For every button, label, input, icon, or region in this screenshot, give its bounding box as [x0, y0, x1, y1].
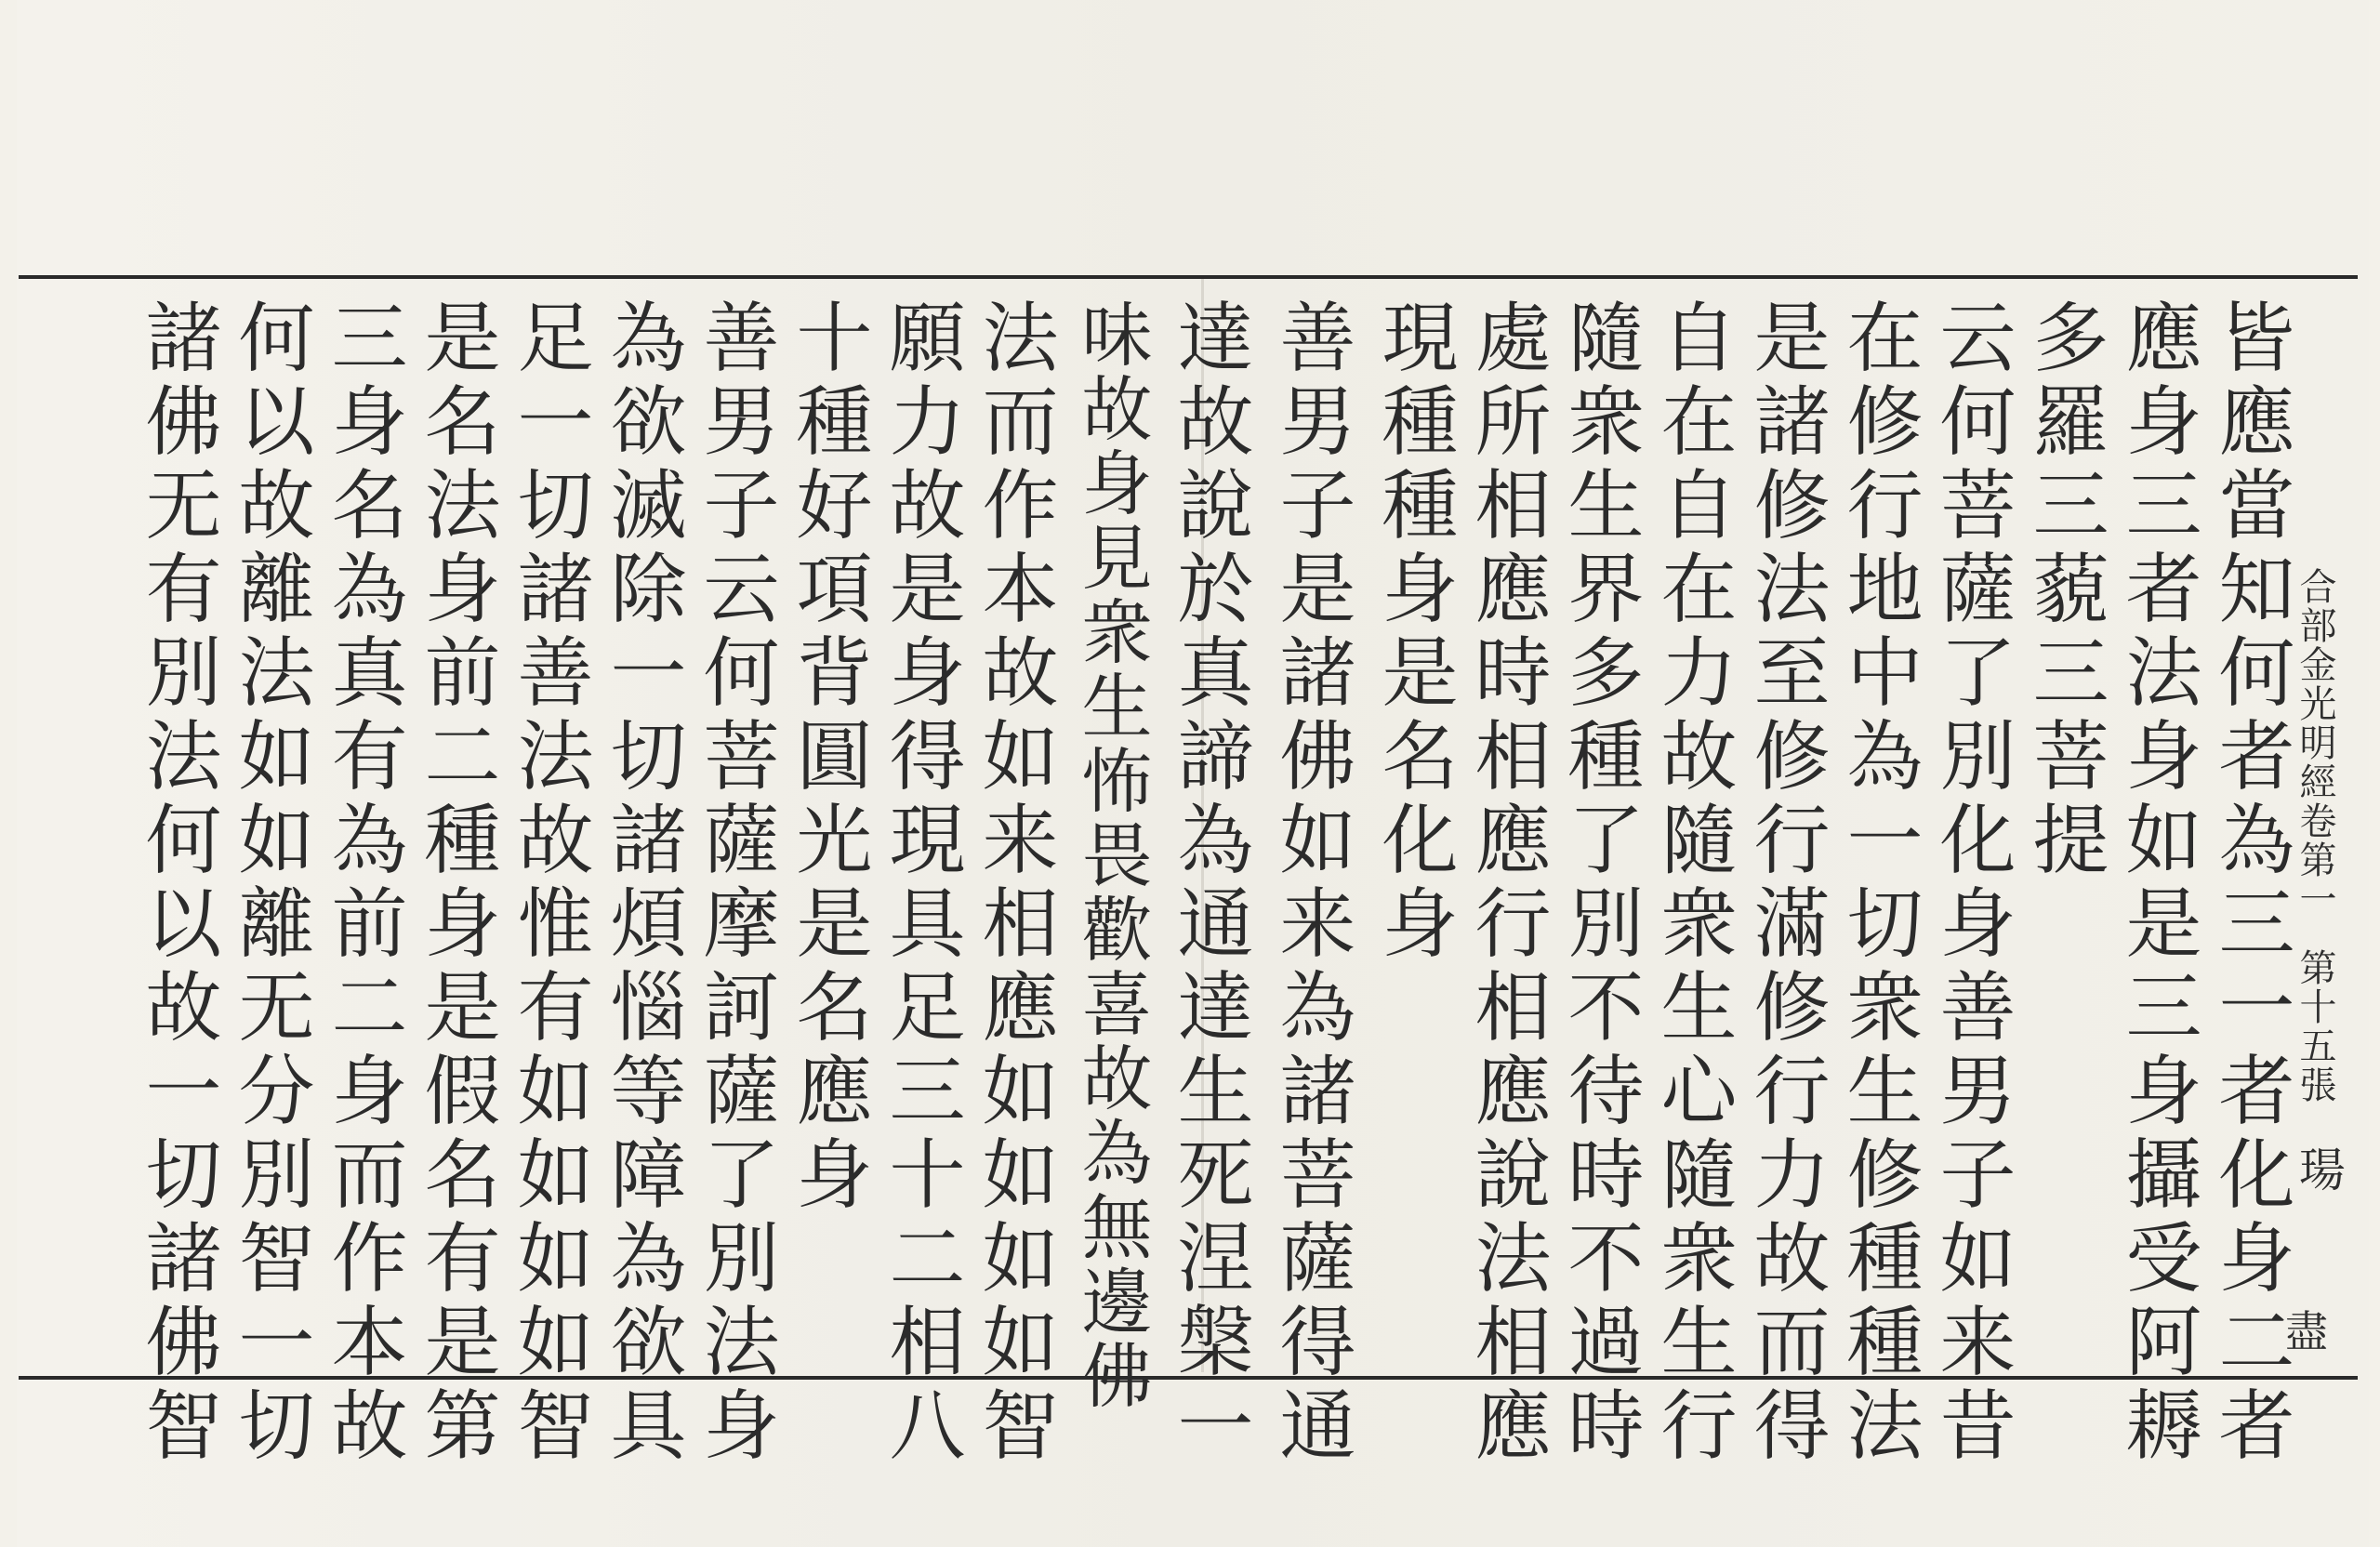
- margin-carver-name: 瑒: [2292, 1145, 2346, 1192]
- text-column: 應身三者法身如是三身攝受阿耨: [2113, 298, 2202, 1469]
- text-column: 多羅三藐三菩提: [2020, 298, 2109, 883]
- text-column: 味故身見衆生怖畏歡喜故為無邊佛: [1070, 298, 1153, 1413]
- text-column: 三身名為真有為前二身而作本故: [319, 298, 407, 1469]
- text-column: 足一切諸善法故惟有如如如如智: [505, 298, 593, 1469]
- margin-mark: 盡: [2285, 1306, 2328, 1356]
- text-column: 諸佛无有別法何以故一切諸佛智: [133, 298, 221, 1469]
- text-column: 現種種身是名化身: [1369, 298, 1458, 967]
- text-column: 善男子是諸佛如来為諸菩薩得通: [1267, 298, 1355, 1469]
- text-column: 達故說於真諦為通達生死涅槃一: [1165, 298, 1253, 1469]
- text-column: 善男子云何菩薩摩訶薩了別法身: [691, 298, 779, 1469]
- text-column: 為欲滅除一切諸煩惱等障為欲具: [598, 298, 686, 1469]
- text-column: 云何菩薩了別化身善男子如来昔: [1927, 298, 2016, 1469]
- vertical-text-block: [37, 298, 2294, 1469]
- text-column: 法而作本故如来相應如如如如智: [970, 298, 1058, 1469]
- margin-leaf-number: 第十五張: [2294, 948, 2336, 1104]
- margin-volume-title: 合部金光明經卷第一: [2294, 567, 2336, 919]
- text-column: 是名法身前二種身是假名有是第: [412, 298, 500, 1469]
- text-column: 處所相應時相應行相應說法相應: [1462, 298, 1551, 1469]
- text-column: 是諸修法至修行滿修行力故而得: [1741, 298, 1830, 1469]
- text-column: 自在自在力故隨衆生心隨衆生行: [1648, 298, 1737, 1469]
- text-column: 隨衆生界多種了別不待時不過時: [1555, 298, 1644, 1469]
- text-column: 在修行地中為一切衆生修種種法: [1834, 298, 1923, 1469]
- text-column: 願力故是身得現具足三十二相八: [877, 298, 965, 1469]
- text-column: 何以故離法如如離无分別智一切: [226, 298, 314, 1469]
- text-column: 十種好項背圓光是名應身: [784, 298, 872, 1218]
- text-column: 皆應當知何者為三一者化身二者: [2206, 298, 2294, 1469]
